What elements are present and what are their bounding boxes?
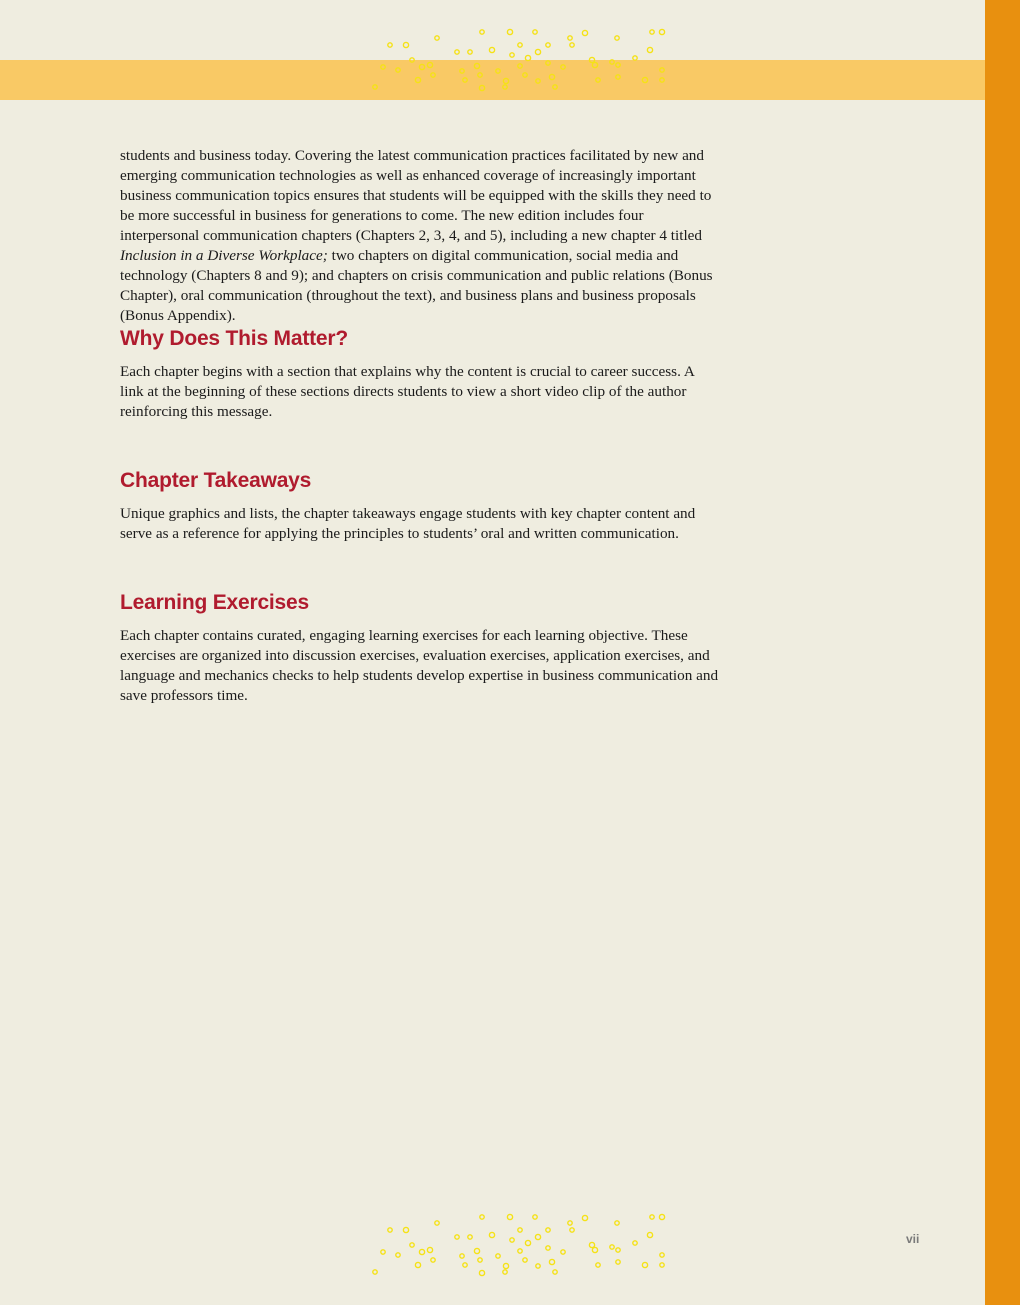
decorative-dot xyxy=(546,1228,550,1232)
decorative-dot xyxy=(546,43,550,47)
section-body: Each chapter begins with a section that explains why the content is crucial to career success. A link at the beginning of these sections directs students to view a short video clip of the author reinforcing this message. xyxy=(120,363,694,420)
decorative-dot xyxy=(496,1254,500,1258)
section-heading: Learning Exercises xyxy=(120,591,309,614)
decorative-dot xyxy=(568,1221,572,1225)
decorative-dot xyxy=(435,36,439,40)
decorative-dot xyxy=(616,1248,620,1252)
decorative-dot xyxy=(553,85,557,89)
decorative-dot xyxy=(403,42,408,47)
decorative-dot xyxy=(474,63,479,68)
decorative-dot xyxy=(546,1246,550,1250)
decorative-dot xyxy=(455,50,459,54)
decorative-dot xyxy=(660,1253,664,1257)
decorative-dot xyxy=(480,30,484,34)
decorative-dot xyxy=(468,1235,472,1239)
decorative-dot xyxy=(615,1221,619,1225)
decorative-dot xyxy=(431,1258,435,1262)
decorative-dot xyxy=(659,29,664,34)
decorative-dot xyxy=(582,1215,587,1220)
decorative-dot xyxy=(536,1264,540,1268)
decorative-dot xyxy=(616,1260,620,1264)
decorative-dot xyxy=(615,36,619,40)
decorative-dot xyxy=(478,1258,482,1262)
decorative-dot xyxy=(373,1270,377,1274)
decorative-dot xyxy=(570,1228,574,1232)
decorative-dot xyxy=(523,1258,527,1262)
section-why-does-this-matter xyxy=(120,326,720,422)
page-content xyxy=(120,146,720,752)
decorative-dot xyxy=(546,61,550,65)
decorative-dot xyxy=(616,63,620,67)
decorative-dot xyxy=(533,30,537,34)
decorative-dot xyxy=(480,1215,484,1219)
decorative-dot xyxy=(479,1270,484,1275)
decorative-dot xyxy=(596,78,600,82)
decorative-dot xyxy=(463,78,467,82)
decorative-dot xyxy=(589,57,594,62)
decorative-dot xyxy=(616,75,620,79)
section-body: Each chapter contains curated, engaging learning exercises for each learning objective. These exercises are organized into discussion exercises, evaluation exercises, application exercises, and language and mechanics checks to help students develop expertise in business communication and save professors time. xyxy=(120,627,719,704)
decorative-dot xyxy=(410,58,414,62)
decorative-dot xyxy=(549,74,554,79)
decorative-dot xyxy=(523,73,527,77)
decorative-dot xyxy=(535,49,540,54)
decorative-dot xyxy=(507,29,512,34)
decorative-dot xyxy=(381,1250,385,1254)
decorative-dot xyxy=(589,1242,594,1247)
dot-pattern-top xyxy=(370,25,670,95)
decorative-dot xyxy=(468,50,472,54)
decorative-dot xyxy=(415,1262,420,1267)
decorative-dot xyxy=(525,1240,530,1245)
decorative-dot xyxy=(518,64,522,68)
decorative-dot xyxy=(427,62,432,67)
decorative-dot xyxy=(427,1247,432,1252)
decorative-dot xyxy=(536,79,540,83)
decorative-dot xyxy=(388,1228,392,1232)
decorative-dot xyxy=(460,1254,464,1258)
decorative-dot xyxy=(503,85,507,89)
decorative-dot xyxy=(396,1253,400,1257)
page-number: vii xyxy=(906,1232,920,1246)
decorative-dot xyxy=(518,1249,522,1253)
decorative-dot xyxy=(650,1215,654,1219)
decorative-dot xyxy=(647,1232,652,1237)
decorative-dot xyxy=(610,1245,614,1249)
decorative-dot xyxy=(642,1262,647,1267)
decorative-dot xyxy=(518,43,522,47)
chapter-title-italic: Inclusion in a Diverse Workplace; xyxy=(120,247,328,264)
decorative-dot xyxy=(568,36,572,40)
decorative-dot xyxy=(660,78,664,82)
decorative-dot xyxy=(503,1263,508,1268)
section-body: Unique graphics and lists, the chapter takeaways engage students with key chapter content and serve as a reference for applying the principles to students’ oral and written communication. xyxy=(120,505,696,542)
section-heading: Why Does This Matter? xyxy=(120,327,348,350)
decorative-dot xyxy=(633,56,637,60)
decorative-dot xyxy=(582,30,587,35)
decorative-dot xyxy=(415,77,420,82)
decorative-dot xyxy=(474,1248,479,1253)
section-chapter-takeaways xyxy=(120,468,720,544)
decorative-dot xyxy=(435,1221,439,1225)
decorative-dot xyxy=(507,1214,512,1219)
decorative-dot xyxy=(549,1259,554,1264)
decorative-dot xyxy=(373,85,377,89)
decorative-dot xyxy=(388,43,392,47)
decorative-dot xyxy=(633,1241,637,1245)
decorative-dot xyxy=(592,62,597,67)
decorative-dot xyxy=(561,1250,565,1254)
decorative-dot xyxy=(518,1228,522,1232)
decorative-dot xyxy=(510,53,514,57)
decorative-dot xyxy=(419,64,424,69)
decorative-dot xyxy=(496,69,500,73)
decorative-dot xyxy=(489,1232,494,1237)
decorative-dot xyxy=(431,73,435,77)
decorative-dot xyxy=(419,1249,424,1254)
decorative-dot xyxy=(660,68,664,72)
intro-text-end: two chapters on digital communication, social media and technology (Chapters 8 and 9); and chapters on crisis communication and public relations (Bonus Chapter), oral communication (throughout the text), and business plans and business proposals (Bonus Appendix). xyxy=(120,247,713,324)
decorative-dot xyxy=(610,60,614,64)
decorative-dot xyxy=(460,69,464,73)
intro-text-start: students and business today. Covering the latest communication practices facilitated by new and emerging communication technologies as well as enhanced coverage of increasingly important business communication topics ensures that students will be equipped with the skills they need to be more successful in business for generations to come. The new edition includes four interpersonal communication chapters (Chapters 2, 3, 4, and 5), including a new chapter 4 titled xyxy=(120,147,712,244)
decorative-dot xyxy=(659,1214,664,1219)
intro-paragraph xyxy=(120,146,720,326)
decorative-dot xyxy=(647,47,652,52)
decorative-dot xyxy=(525,55,530,60)
dot-pattern-bottom xyxy=(370,1210,670,1280)
decorative-dot xyxy=(503,78,508,83)
decorative-dot xyxy=(553,1270,557,1274)
section-heading: Chapter Takeaways xyxy=(120,469,312,492)
decorative-dot xyxy=(455,1235,459,1239)
section-learning-exercises xyxy=(120,590,720,706)
decorative-dot xyxy=(570,43,574,47)
decorative-dot xyxy=(479,85,484,90)
decorative-dot xyxy=(478,73,482,77)
decorative-dot xyxy=(410,1243,414,1247)
page-edge-bar xyxy=(985,0,1020,1305)
decorative-dot xyxy=(535,1234,540,1239)
decorative-dot xyxy=(596,1263,600,1267)
decorative-dot xyxy=(592,1247,597,1252)
decorative-dot xyxy=(463,1263,467,1267)
decorative-dot xyxy=(503,1270,507,1274)
decorative-dot xyxy=(642,77,647,82)
decorative-dot xyxy=(660,1263,664,1267)
decorative-dot xyxy=(510,1238,514,1242)
decorative-dot xyxy=(533,1215,537,1219)
decorative-dot xyxy=(396,68,400,72)
decorative-dot xyxy=(489,47,494,52)
decorative-dot xyxy=(403,1227,408,1232)
decorative-dot xyxy=(381,65,385,69)
decorative-dot xyxy=(650,30,654,34)
decorative-dot xyxy=(561,65,565,69)
